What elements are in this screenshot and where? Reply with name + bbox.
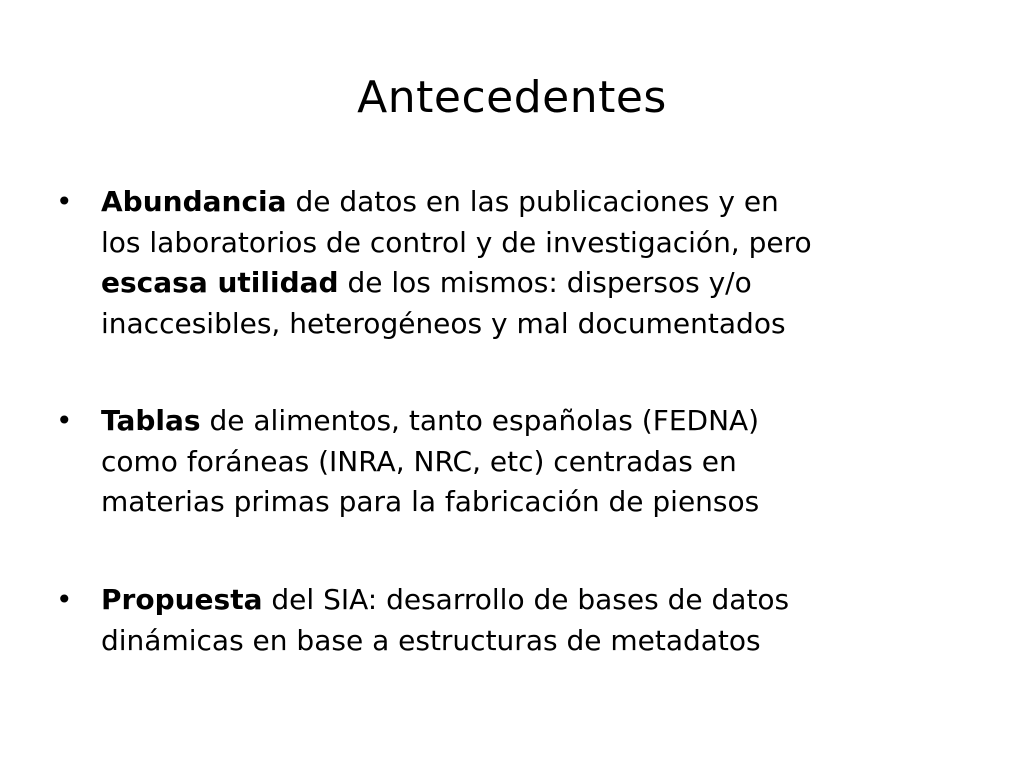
bullet-line: [101, 401, 956, 442]
bullet-line: [101, 580, 956, 621]
line-text: inaccesibles, heterogéneos y mal documentados: [101, 306, 786, 340]
bullet-dot-icon: •: [56, 185, 73, 218]
line-text: de alimentos, tanto españolas (FEDNA): [200, 404, 760, 437]
line-text: de los mismos: dispersos y/o: [338, 266, 752, 299]
bullet-text: [101, 182, 956, 344]
line-text: los laboratorios de control y de investigación, pero: [101, 225, 812, 259]
line-text: del SIA: desarrollo de bases de datos: [262, 583, 790, 616]
bullet-line: [101, 482, 956, 523]
bullet-line: [101, 304, 956, 345]
line-text: como foráneas (INRA, NRC, etc) centradas en: [101, 444, 737, 478]
bullet-line: [101, 442, 956, 483]
bold-term: Tablas: [101, 404, 201, 437]
bullet-line: [101, 182, 956, 223]
bullet-text: [101, 401, 956, 523]
bullet-text: [101, 580, 956, 661]
line-text: materias primas para la fabricación de piensos: [101, 485, 760, 518]
bullet-line: [101, 263, 956, 304]
bullet-dot-icon: •: [56, 583, 73, 616]
line-text: dinámicas en base a estructuras de metadatos: [101, 623, 761, 657]
bullet-line: [101, 223, 956, 264]
bullet-line: [101, 621, 956, 662]
line-text: de datos en las publicaciones y en: [286, 185, 779, 218]
bold-term: Abundancia: [101, 185, 287, 218]
slide-title: Antecedentes: [357, 72, 667, 123]
bold-term: Propuesta: [101, 583, 263, 616]
bullet-dot-icon: •: [56, 404, 73, 437]
bold-term: escasa utilidad: [101, 266, 339, 299]
